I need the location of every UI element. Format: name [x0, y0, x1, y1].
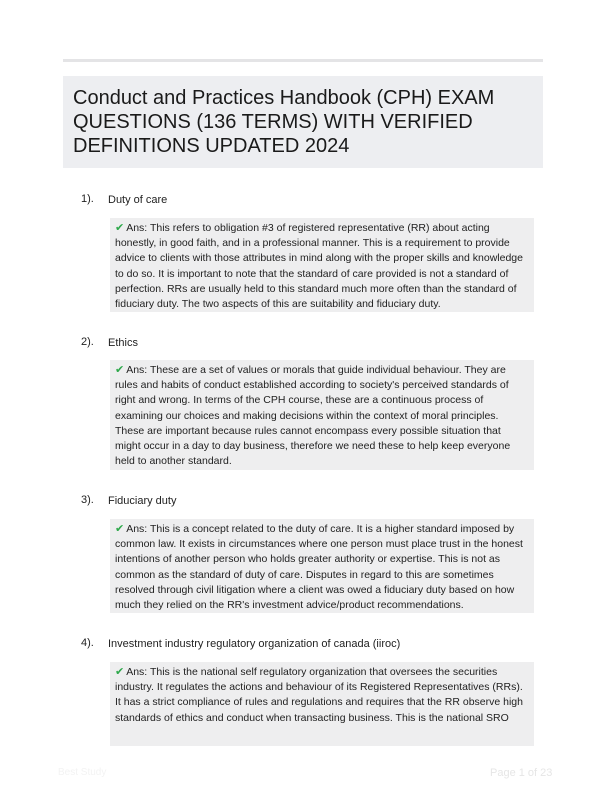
- answer-box: [110, 360, 534, 470]
- answer-text: Ans: These are a set of values or morals that guide individual behaviour. They are rules and habits of conduct established according to society's perceived standards of right and wrong. In terms of the CPH course, these are a continuous process of examining our choices and making decisions within the context of moral principles. These are important because rules cannot encompass every possible situation that might occur in a day to day business, therefore we need these to help keep everyone held to another standard.: [115, 364, 511, 468]
- footer-watermark: Best Study: [58, 767, 107, 778]
- answer-box: [110, 662, 534, 746]
- item-number: 4).: [81, 637, 94, 649]
- item-term: Duty of care: [108, 194, 168, 206]
- item-number: 2).: [81, 336, 94, 348]
- answer-text: Ans: This is the national self regulatory organization that oversees the securities industry. It regulates the actions and behaviour of its Registered Representatives (RRs). It has a strict compliance of rules and regulations and requires that the RR observe high standards of ethics and conduct when transacting business. This is the national SRO: [115, 666, 523, 724]
- check-icon: ✔: [115, 222, 125, 234]
- check-icon: ✔: [115, 523, 125, 535]
- item-number: 3).: [81, 494, 94, 506]
- document-title: Conduct and Practices Handbook (CPH) EXAM QUESTIONS (136 TERMS) WITH VERIFIED DEFINITIONS UPDATED 2024: [73, 87, 495, 157]
- answer-box: [110, 218, 534, 312]
- item-term: Investment industry regulatory organization of canada (iiroc): [108, 638, 401, 650]
- answer-box: [110, 519, 534, 613]
- item-term: Ethics: [108, 337, 138, 349]
- item-number: 1).: [81, 193, 94, 205]
- title-banner: [63, 76, 543, 168]
- page-number: Page 1 of 23: [490, 767, 553, 779]
- item-term: Fiduciary duty: [108, 495, 177, 507]
- top-divider: [63, 59, 543, 62]
- check-icon: ✔: [115, 364, 125, 376]
- answer-text: Ans: This refers to obligation #3 of registered representative (RR) about acting honestly, in good faith, and in a professional manner. This is a requirement to provide advice to clients with those attributes in mind along with the proper skills and knowledge to do so. It is important to note that the standard of care provided is not a standard of perfection. RRs are usually held to this standard much more often than the standard of fiduciary duty. The two aspects of this are suitability and fiduciary duty.: [115, 222, 523, 311]
- answer-text: Ans: This is a concept related to the duty of care. It is a higher standard imposed by common law. It exists in circumstances where one person must place trust in the honest intentions of another person who holds greater authority or expertise. This is not as common as the standard of duty of care. Disputes in regard to this are sometimes resolved through civil litigation where a client was owed a fiduciary duty based on how much they relied on the RR's investment advice/product recommendations.: [115, 523, 523, 612]
- check-icon: ✔: [115, 666, 125, 678]
